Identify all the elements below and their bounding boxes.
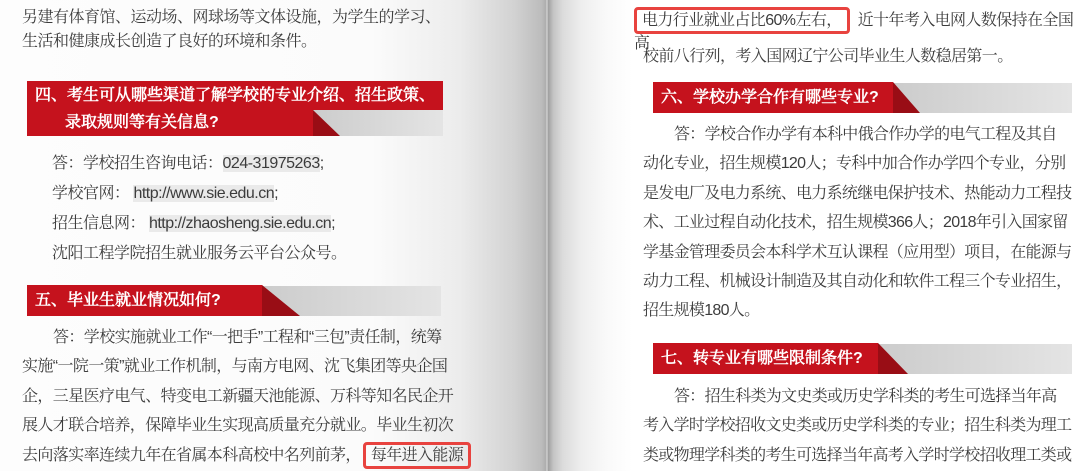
text-line: 答：招生科类为文史类或历史学科类的考生可选择当年高 — [674, 388, 1057, 405]
text-line — [52, 239, 452, 269]
answer-text: ; — [331, 215, 336, 232]
question-6-answer — [643, 120, 1072, 326]
answer-text: 答：学校招生咨询电话： — [52, 155, 223, 172]
text-line: 企，三星医疗电气、特变电工新疆天池能源、万科等知名民企开 — [22, 387, 454, 405]
answer-text: 学校官网： — [52, 185, 134, 202]
text-line — [52, 149, 452, 179]
question-7-banner — [653, 343, 1072, 374]
question-4-title-line1: 四、考生可从哪些渠道了解学校的专业介绍、招生政策、 — [35, 87, 436, 104]
answer-text: 招生信息网： — [52, 215, 149, 232]
phone-number: 024-31975263 — [222, 155, 320, 172]
question-4-answer — [52, 149, 452, 269]
highlighted-phrase: 每年进入能源 — [370, 446, 464, 464]
text-line: 生活和健康成长创造了良好的环境和条件。 — [22, 32, 317, 50]
question-7-answer — [643, 382, 1072, 470]
banner-ribbon — [893, 83, 1072, 113]
question-6-title: 六、学校办学合作有哪些专业? — [661, 89, 879, 106]
question-5-banner — [27, 285, 441, 316]
text-line: 展人才联合培养，保障毕业生实现高质量充分就业。毕业生初次 — [22, 417, 454, 435]
text-line: 实施“一院一策”就业工作机制，与南方电网、沈飞集团等央企国 — [22, 358, 448, 376]
page-fold-seam — [546, 0, 548, 471]
text-line — [52, 209, 452, 239]
lead-paragraph-line2: 校前八行列，考入国网辽宁公司毕业生人数稳居第一。 — [643, 48, 1013, 65]
answer-text: 去向落实率连续九年在省属本科高校中名列前茅， — [22, 446, 361, 464]
text-line: 答：学校合作办学有本科中俄合作办学的电气工程及其自 — [674, 126, 1057, 143]
text-line: 类或物理学科类的考生可选择当年高考入学时学校招收理工类或 — [643, 446, 1072, 464]
text-line: 学基金管理委员会本科学术互认课程（应用型）项目，在能源与 — [643, 243, 1072, 261]
question-4-title-line2: 录取规则等有关信息? — [65, 114, 219, 131]
banner-ribbon — [878, 344, 1072, 374]
question-4-banner — [27, 81, 443, 137]
school-website-link[interactable]: http://www.sie.edu.cn — [133, 185, 275, 202]
text-line: 招生规模180人。 — [643, 302, 760, 320]
question-5-answer — [22, 323, 464, 470]
highlighted-phrase: 电力行业就业占比60%左右， — [642, 12, 842, 29]
text-line: 术、工业过程自动化技术，招生规模366人；2018年引入国家留 — [643, 214, 1068, 232]
text-line — [52, 179, 452, 209]
lead-text: 近十年考入电网人数保持在全国高 — [634, 12, 1074, 52]
question-6-banner — [653, 82, 1072, 113]
text-line: 动力工程、机械设计制造及其自动化和软件工程三个专业招生， — [643, 273, 1072, 291]
text-line: 是发电厂及电力系统、电力系统继电保护技术、热能动力工程技 — [643, 184, 1072, 202]
text-line: 动化专业，招生规模120人；专科中加合作办学四个专业，分别 — [643, 155, 1066, 173]
text-line: 答：学校实施就业工作“一把手”工程和“三包”责任制，统筹 — [53, 329, 442, 346]
red-annotation-box — [363, 442, 471, 469]
answer-text: 沈阳工程学院招生就业服务云平台公众号。 — [52, 245, 347, 262]
question-7-title: 七、转专业有哪些限制条件? — [661, 350, 863, 367]
admissions-website-link[interactable]: http://zhaosheng.sie.edu.cn — [148, 215, 332, 232]
red-annotation-box — [634, 7, 850, 34]
text-line — [22, 441, 464, 470]
answer-text: ; — [319, 155, 324, 172]
text-line: 另建有体育馆、运动场、网球场等文体设施，为学生的学习、 — [22, 9, 441, 26]
question-5-title: 五、毕业生就业情况如何? — [35, 292, 221, 309]
right-page — [547, 0, 1080, 471]
intro-paragraph — [22, 6, 450, 53]
text-line: 考入学时学校招收文史类或历史学科类的专业；招生科类为理工 — [643, 417, 1072, 435]
answer-text: ; — [274, 185, 279, 202]
